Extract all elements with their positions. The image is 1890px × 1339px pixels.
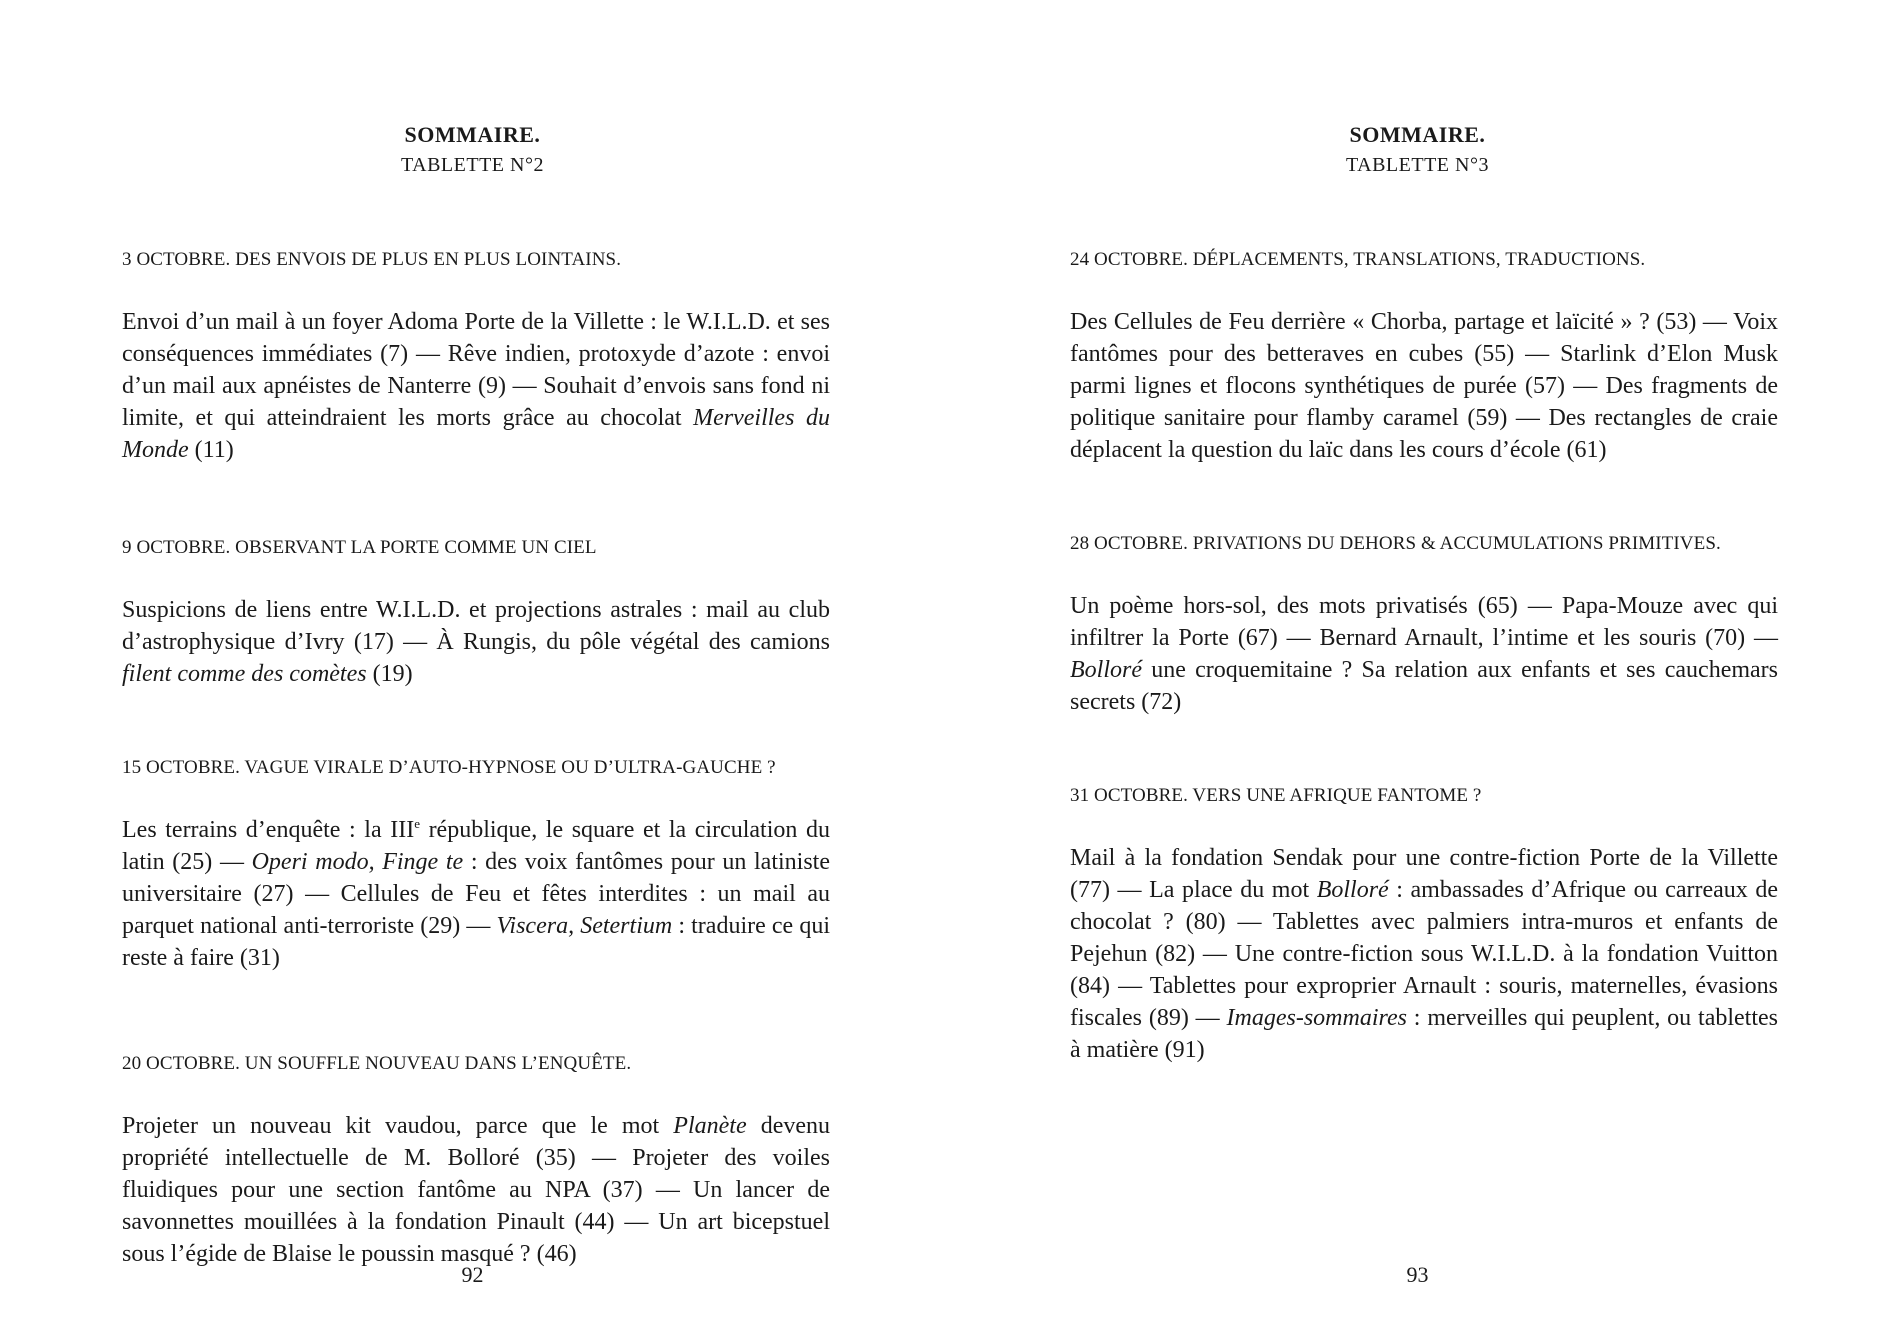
section-body bbox=[122, 814, 830, 974]
section-body bbox=[122, 1110, 830, 1270]
body-text: Projeter un nouveau kit vaudou, parce que le mot bbox=[122, 1113, 674, 1139]
toc-section bbox=[1070, 532, 1778, 718]
body-text-italic: Operi modo, Finge te bbox=[251, 849, 464, 875]
toc-section bbox=[1070, 248, 1778, 466]
body-text-italic: Bolloré bbox=[1316, 877, 1389, 903]
body-text: république, le square et la circulation du latin (25) — bbox=[122, 817, 830, 875]
section-heading: 15 OCTOBRE. VAGUE VIRALE D’AUTO-HYPNOSE OU D’ULTRA-GAUCHE ? bbox=[122, 757, 776, 778]
right-page bbox=[945, 0, 1890, 1339]
body-text-italic: Merveilles du Monde bbox=[122, 405, 830, 463]
body-text: une croquemitaine ? Sa relation aux enfants et ses cauchemars secrets (72) bbox=[1070, 657, 1778, 715]
page-number: 93 bbox=[1406, 1262, 1429, 1287]
toc-content bbox=[1070, 248, 1778, 1066]
page-number: 92 bbox=[461, 1262, 484, 1287]
body-text: devenu propriété intellectuelle de M. Bolloré (35) — Projeter des voiles fluidiques pour une section fantôme au NPA (37) — Un lancer de savonnettes mouillées à la fondation Pinault (44) — Un art bicepstuel sous l’égide de Blaise le poussin masqué ? (46) bbox=[122, 1113, 830, 1267]
body-text: Un poème hors-sol, des mots privatisés (65) — Papa-Mouze avec qui infiltrer la Porte (67) — Bernard Arnault, l’intime et les souris (70) — bbox=[1070, 593, 1778, 651]
body-text: : merveilles qui peuplent, ou tablettes à matière (91) bbox=[1070, 1005, 1779, 1063]
toc-content bbox=[122, 248, 830, 1270]
toc-section bbox=[122, 1052, 830, 1270]
section-body bbox=[1070, 842, 1778, 1066]
section-heading: 28 OCTOBRE. PRIVATIONS DU DEHORS & ACCUMULATIONS PRIMITIVES. bbox=[1070, 533, 1721, 554]
page-subtitle: TABLETTE N°3 bbox=[1346, 154, 1489, 176]
body-text: Des Cellules de Feu derrière « Chorba, partage et laïcité » ? (53) — Voix fantômes pour des betteraves en cubes (55) — Starlink d’Elon Musk parmi lignes et flocons synthétiques de purée (57) — Des fragments de politique sanitaire pour flamby caramel (59) — Des rectangles de craie déplacent la question du laïc dans les cours d’école (61) bbox=[1070, 309, 1778, 463]
section-body bbox=[122, 306, 830, 466]
body-text: Suspicions de liens entre W.I.L.D. et projections astrales : mail au club d’astrophysique d’Ivry (17) — À Rungis, du pôle végétal des camions bbox=[122, 597, 830, 655]
page-header bbox=[0, 120, 945, 180]
body-text-italic: Bolloré bbox=[1070, 657, 1142, 683]
body-text: Envoi d’un mail à un foyer Adoma Porte de la Villette : le W.I.L.D. et ses conséquences immédiates (7) — Rêve indien, protoxyde d’azote : envoi d’un mail aux apnéistes de Nanterre (9) — Souhait d’envois sans fond ni limite, et qui atteindraient les morts grâce au chocolat bbox=[122, 309, 830, 431]
toc-section bbox=[122, 536, 830, 690]
body-text: Mail à la fondation Sendak pour une contre-fiction Porte de la Villette (77) — La place du mot bbox=[1070, 845, 1778, 903]
section-heading: 31 OCTOBRE. VERS UNE AFRIQUE FANTOME ? bbox=[1070, 785, 1482, 806]
body-text: (11) bbox=[188, 437, 234, 463]
body-text: : traduire ce qui reste à faire (31) bbox=[122, 913, 831, 971]
section-heading: 24 OCTOBRE. DÉPLACEMENTS, TRANSLATIONS, TRADUCTIONS. bbox=[1070, 249, 1646, 270]
body-text: (19) bbox=[366, 661, 413, 687]
page-title: SOMMAIRE. bbox=[1349, 122, 1486, 147]
body-text-italic: Planète bbox=[673, 1113, 747, 1139]
section-body bbox=[122, 594, 830, 690]
body-text-italic: Viscera, Setertium bbox=[496, 913, 673, 939]
body-text: : des voix fantômes pour un latiniste universitaire (27) — Cellules de Feu et fêtes interdites : un mail au parquet national anti-terroriste (29) — bbox=[122, 849, 831, 939]
section-heading: 9 OCTOBRE. OBSERVANT LA PORTE COMME UN CIEL bbox=[122, 537, 597, 558]
body-text: Les terrains d’enquête : la III bbox=[122, 817, 415, 843]
section-body bbox=[1070, 590, 1778, 718]
section-body bbox=[1070, 306, 1778, 466]
section-heading: 3 OCTOBRE. DES ENVOIS DE PLUS EN PLUS LOINTAINS. bbox=[122, 249, 622, 270]
toc-section bbox=[122, 248, 830, 466]
page-header bbox=[945, 120, 1890, 180]
body-text-italic: Images-sommaires bbox=[1226, 1005, 1407, 1031]
superscript: e bbox=[414, 816, 420, 831]
page-title: SOMMAIRE. bbox=[404, 122, 541, 147]
body-text: : ambassades d’Afrique ou carreaux de chocolat ? (80) — Tablettes avec palmiers intra-muros et enfants de Pejehun (82) — Une contre-fiction sous W.I.L.D. à la fondation Vuitton (84) — Tablettes pour exproprier Arnault : souris, maternelles, évasions fiscales (89) — bbox=[1070, 877, 1778, 1031]
section-heading: 20 OCTOBRE. UN SOUFFLE NOUVEAU DANS L’ENQUÊTE. bbox=[122, 1053, 632, 1074]
page-subtitle: TABLETTE N°2 bbox=[401, 154, 544, 176]
body-text-italic: filent comme des comètes bbox=[122, 661, 367, 687]
toc-section bbox=[1070, 784, 1778, 1066]
toc-section bbox=[122, 756, 830, 974]
